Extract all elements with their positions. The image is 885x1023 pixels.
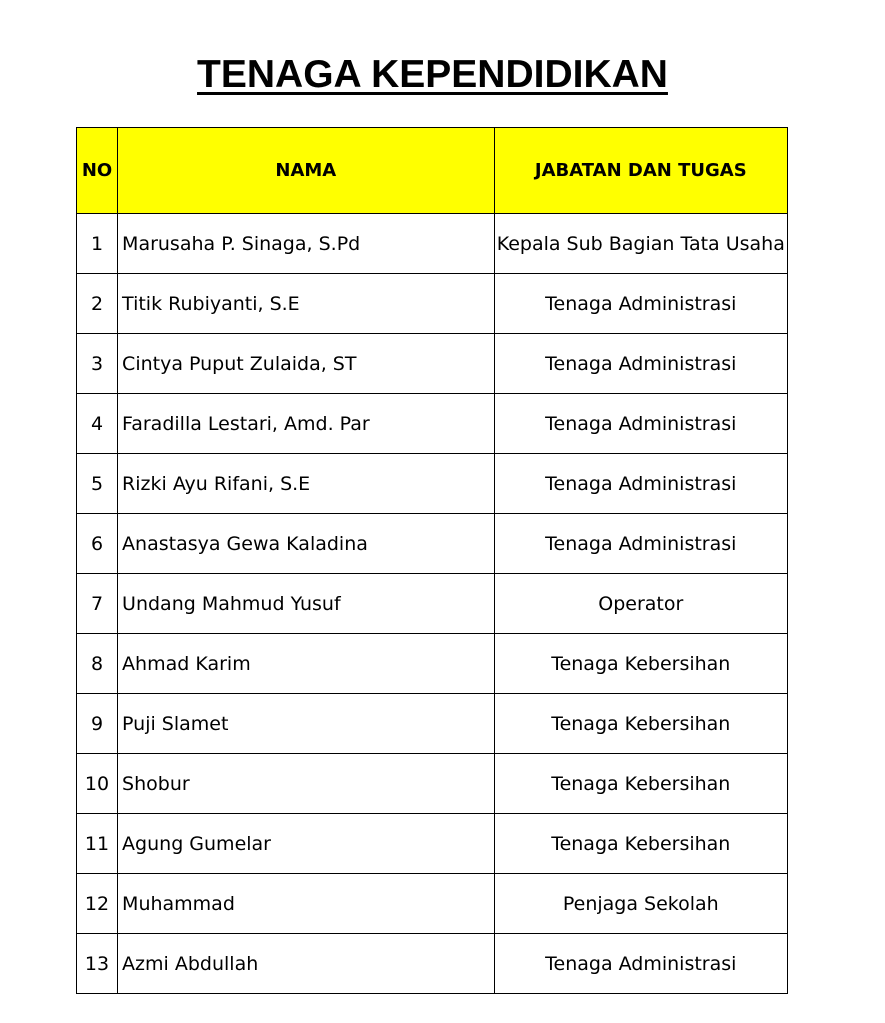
table-row (77, 754, 788, 814)
cell-no: 2 (77, 274, 118, 334)
page-title (0, 52, 865, 98)
cell-nama: Titik Rubiyanti, S.E (118, 274, 495, 334)
cell-nama: Shobur (118, 754, 495, 814)
cell-nama: Rizki Ayu Rifani, S.E (118, 454, 495, 514)
cell-jabatan: Tenaga Kebersihan (494, 634, 787, 694)
cell-jabatan: Tenaga Administrasi (494, 454, 787, 514)
cell-no: 12 (77, 874, 118, 934)
cell-jabatan: Penjaga Sekolah (494, 874, 787, 934)
cell-nama: Faradilla Lestari, Amd. Par (118, 394, 495, 454)
staff-table (76, 127, 788, 994)
table-row (77, 934, 788, 994)
cell-no: 13 (77, 934, 118, 994)
cell-nama: Cintya Puput Zulaida, ST (118, 334, 495, 394)
cell-no: 8 (77, 634, 118, 694)
header-row (77, 128, 788, 214)
cell-jabatan: Tenaga Kebersihan (494, 754, 787, 814)
cell-no: 1 (77, 214, 118, 274)
cell-jabatan: Tenaga Administrasi (494, 514, 787, 574)
cell-jabatan: Tenaga Administrasi (494, 394, 787, 454)
cell-no: 5 (77, 454, 118, 514)
cell-jabatan: Operator (494, 574, 787, 634)
cell-nama: Undang Mahmud Yusuf (118, 574, 495, 634)
table-row (77, 634, 788, 694)
header-jabatan: JABATAN DAN TUGAS (494, 128, 787, 214)
cell-nama: Agung Gumelar (118, 814, 495, 874)
cell-nama: Ahmad Karim (118, 634, 495, 694)
table-row (77, 214, 788, 274)
cell-no: 10 (77, 754, 118, 814)
table-row (77, 514, 788, 574)
header-nama: NAMA (118, 128, 495, 214)
cell-jabatan: Tenaga Administrasi (494, 274, 787, 334)
cell-nama: Puji Slamet (118, 694, 495, 754)
table-row (77, 274, 788, 334)
cell-nama: Anastasya Gewa Kaladina (118, 514, 495, 574)
cell-jabatan: Tenaga Kebersihan (494, 814, 787, 874)
cell-jabatan: Kepala Sub Bagian Tata Usaha (494, 214, 787, 274)
page-title-text: TENAGA KEPENDIDIKAN (197, 53, 668, 96)
cell-jabatan: Tenaga Administrasi (494, 934, 787, 994)
cell-no: 11 (77, 814, 118, 874)
table-row (77, 454, 788, 514)
cell-no: 7 (77, 574, 118, 634)
table-row (77, 874, 788, 934)
cell-no: 6 (77, 514, 118, 574)
table-row (77, 394, 788, 454)
header-no: NO (77, 128, 118, 214)
cell-no: 3 (77, 334, 118, 394)
cell-nama: Muhammad (118, 874, 495, 934)
table-row (77, 334, 788, 394)
table-row (77, 694, 788, 754)
cell-no: 9 (77, 694, 118, 754)
table-row (77, 814, 788, 874)
cell-jabatan: Tenaga Administrasi (494, 334, 787, 394)
table-body (77, 214, 788, 994)
cell-jabatan: Tenaga Kebersihan (494, 694, 787, 754)
table-header (77, 128, 788, 214)
table-row (77, 574, 788, 634)
cell-nama: Marusaha P. Sinaga, S.Pd (118, 214, 495, 274)
cell-nama: Azmi Abdullah (118, 934, 495, 994)
cell-no: 4 (77, 394, 118, 454)
